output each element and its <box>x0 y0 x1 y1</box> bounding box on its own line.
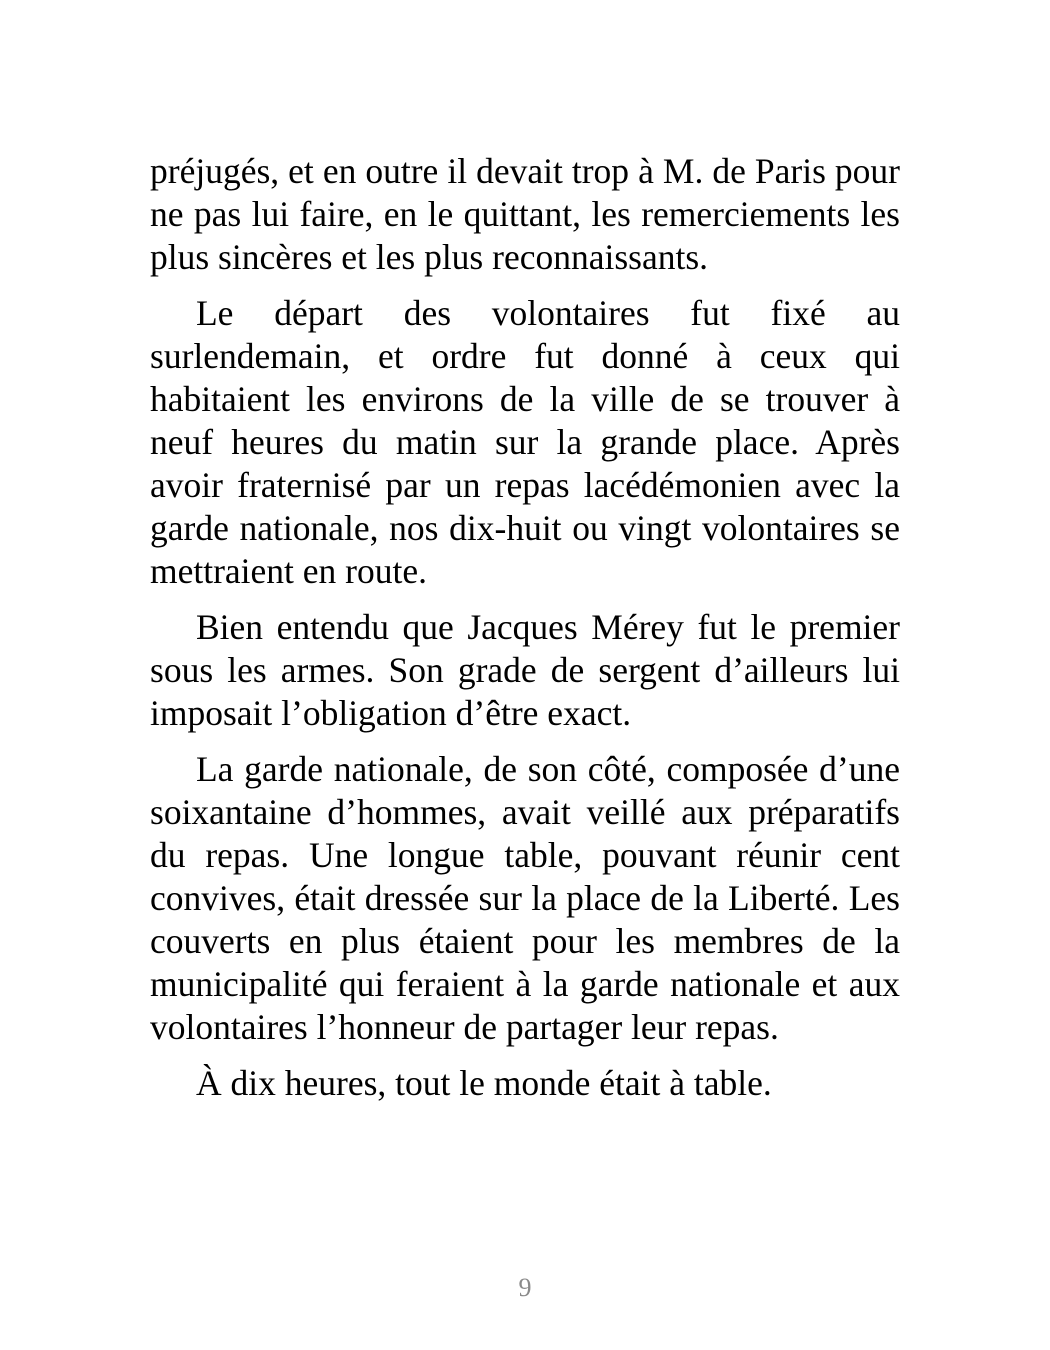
paragraph-5: À dix heures, tout le monde était à table. <box>196 1063 772 1103</box>
paragraph-2: Le départ des volontaires fut fixé au surlendemain, et ordre fut donné à ceux qui habitaient les environs de la ville de se trouver à neuf heures du matin sur la grande place. Après avoir fraternisé par un repas lacédémonien avec la garde nationale, nos dix-huit ou vingt volontaires se mettraient en route. <box>150 293 900 591</box>
paragraph-3: Bien entendu que Jacques Mérey fut le premier sous les armes. Son grade de sergent d’ailleurs lui imposait l’obligation d’être exact. <box>150 607 900 733</box>
paragraph-1: préjugés, et en outre il devait trop à M. de Paris pour ne pas lui faire, en le quittant, les remerciements les plus sincères et les plus reconnaissants. <box>150 151 900 277</box>
page-number: 9 <box>518 1273 532 1302</box>
paragraph-4: La garde nationale, de son côté, composée d’une soixantaine d’hommes, avait veillé aux préparatifs du repas. Une longue table, pouvant réunir cent convives, était dressée sur la place de la Liberté. Les couverts en plus étaient pour les membres de la municipalité qui feraient à la garde nationale et aux volontaires l’honneur de partager leur repas. <box>150 749 900 1047</box>
body-text <box>150 150 900 1118</box>
